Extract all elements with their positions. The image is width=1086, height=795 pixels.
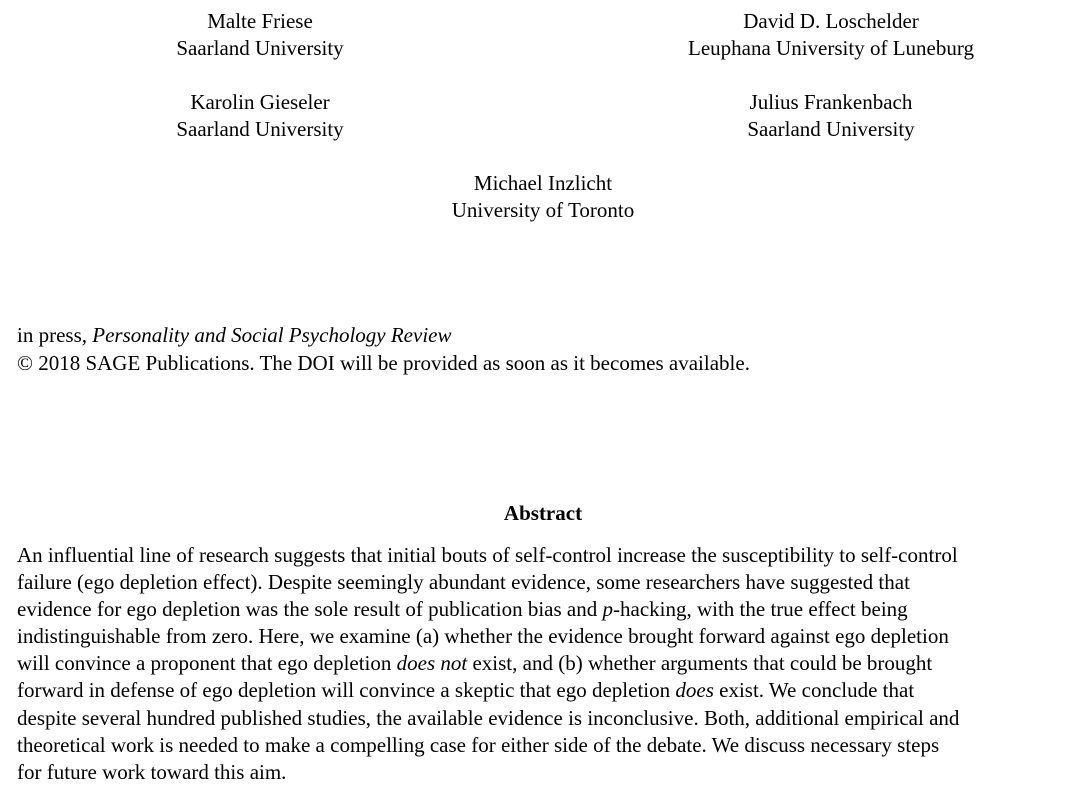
author-affiliation: Leuphana University of Luneburg [688, 36, 974, 60]
abstract-text: will convince a proponent that ego depletion [17, 651, 397, 676]
abstract-text: evidence for ego depletion was the sole result of publication bias and [17, 597, 603, 622]
abstract-line [17, 759, 1083, 786]
author-block-gieseler [110, 89, 410, 143]
abstract-text: An influential line of research suggests that initial bouts of self-control increase the susceptibility to self-control [17, 543, 958, 567]
abstract-text: despite several hundred published studies, the available evidence is inconclusive. Both, additional empirical and [17, 705, 960, 730]
journal-name: Personality and Social Psychology Review [92, 323, 452, 347]
abstract-line [17, 596, 1083, 623]
author-affiliation: University of Toronto [451, 198, 635, 222]
author-name: David D. Loschelder [743, 9, 919, 33]
copyright-notice: © 2018 SAGE Publications. The DOI will be provided as soon as it becomes available. [17, 351, 750, 375]
author-name: Karolin Gieseler [190, 90, 330, 114]
abstract-text: indistinguishable from zero. Here, we examine (a) whether the evidence brought forward against ego depletion [17, 624, 949, 649]
author-block-frankenbach [681, 89, 981, 143]
publication-status: in press, [17, 323, 93, 347]
abstract-text: forward in defense of ego depletion will convince a skeptic that ego depletion [17, 678, 676, 703]
author-block-friese [110, 8, 410, 62]
abstract-line [17, 650, 1083, 677]
abstract-emphasis: p [602, 597, 613, 622]
author-block-loschelder [631, 8, 1031, 62]
abstract-emphasis: does [675, 678, 714, 703]
abstract-text: exist. We conclude that [713, 678, 915, 703]
author-affiliation: Saarland University [176, 36, 344, 60]
author-name: Julius Frankenbach [749, 90, 913, 114]
author-block-inzlicht [393, 170, 693, 224]
abstract-text: exist, and (b) whether arguments that could be brought [467, 651, 933, 676]
abstract-text: theoretical work is needed to make a compelling case for either side of the debate. We discuss necessary steps [17, 732, 940, 757]
author-name: Malte Friese [207, 9, 313, 33]
abstract-line [17, 677, 1083, 704]
abstract-line [17, 569, 1083, 596]
abstract-body [17, 542, 1083, 786]
abstract-text: failure (ego depletion effect). Despite seemingly abundant evidence, some researchers have suggested that [17, 570, 910, 595]
author-affiliation: Saarland University [176, 117, 344, 141]
abstract-text: for future work toward this aim. [17, 759, 287, 784]
abstract-heading: Abstract [503, 501, 583, 525]
abstract-line [17, 705, 1083, 732]
abstract-line [17, 542, 1083, 569]
author-name: Michael Inzlicht [473, 171, 613, 195]
abstract-line [17, 623, 1083, 650]
abstract-line [17, 732, 1083, 759]
abstract-text: -hacking, with the true effect being [613, 597, 908, 622]
author-affiliation: Saarland University [747, 117, 915, 141]
abstract-emphasis: does not [396, 651, 468, 676]
publication-info [17, 321, 750, 377]
publication-status-line [17, 321, 750, 349]
